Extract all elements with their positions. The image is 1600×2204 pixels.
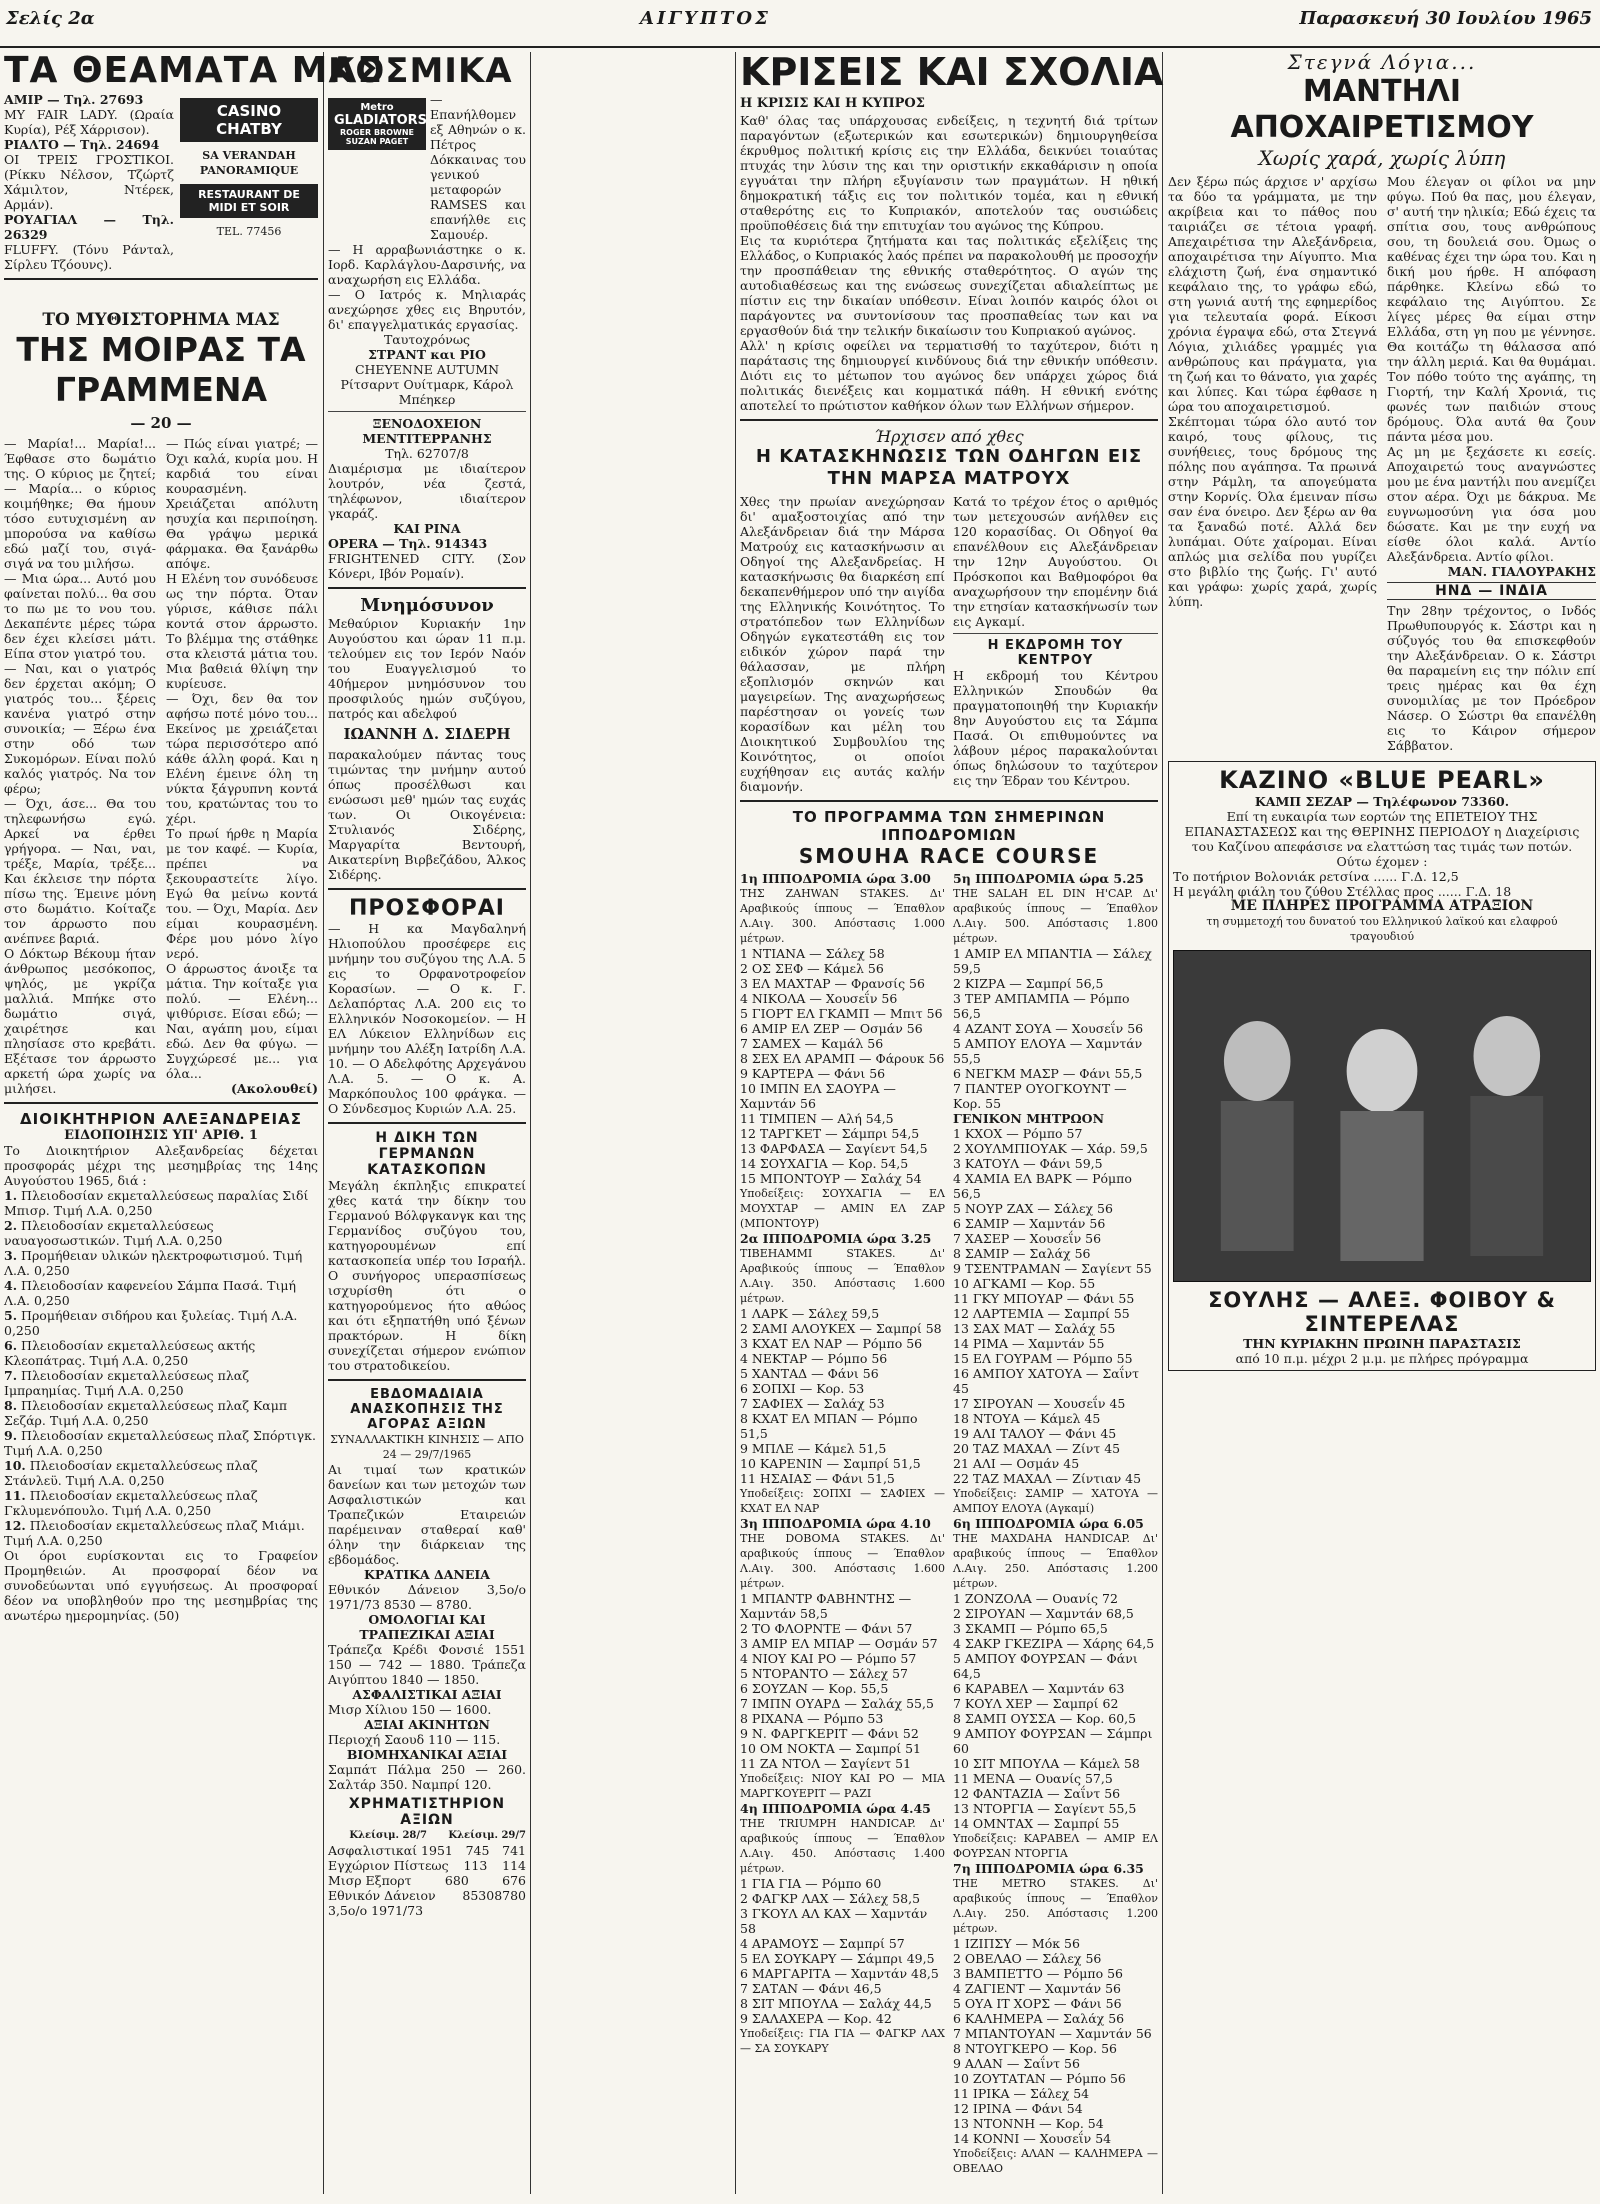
donations: ΠΡΟΣΦΟΡΑΙ — Η κα Μαγδαληνή Ηλιοπούλου προσέφερε εις μνήμην του συζύγου της Λ.Α. 5 εις το Ορφανοτροφείον Κορασίων. — Ο κ. Γ. Δελαπόρτας Λ.Α. 200 εις το Ελληνικόν Νοσοκομείον. — Η ΕΛ Λύκειον Ελληνίδων εις μνήμην του Αλέξη Ιατρίδη Λ.Α. 10. — Ο Αδελφότης Αρχεγάνου Λ.Α. 5. — Ο κ. Α. Μαρκόπουλος 100 φράγκα. — Ο Σύνδεσμος Κυριών Λ.Α. 25. [328, 896, 526, 1116]
cinema-listing: Ταυτοχρόνως ΣΤΡΑΝΤ και ΡΙΟ CHEYENNE AUTUMN Ρίτσαρντ Ουίτμαρκ, Κάρολ Μπέηκερ [340, 332, 514, 407]
article-title: ΜΑΝΤΗΛΙ ΑΠΟΧΑΙΡΕΤΙΣΜΟΥ [1230, 74, 1534, 145]
performers-silhouettes [1174, 951, 1590, 1281]
column-rule [323, 52, 324, 2194]
signature: ΜΑΝ. ΓΙΑΛΟΥΡΑΚΗΣ [1447, 564, 1596, 579]
column-rule [1162, 52, 1163, 2194]
notice-items: 1. Πλειοδοσίαν εκμεταλλεύσεως παραλίας Σιδί Μπισρ. Τιμή Λ.Α. 0,250 2. Πλειοδοσίαν εκμεταλλεύσεως ναυαγοσωστικών. Τιμή Λ.Α. 0,250 3. Προμήθειαν υλικών ηλεκτροφωτισμού. Τιμή Λ.Α. 0,250 4. Πλειοδοσίαν καφενείου Σάμπα Πασά. Τιμή Λ.Α. 0,250 5. Προμήθειαν σιδήρου και ξυλείας. Τιμή Λ.Α. 0,250 6. Πλειοδοσίαν εκμεταλλεύσεως ακτής Κλεοπάτρας. Τιμή Λ.Α. 0,250 7. Πλειοδοσίαν εκμεταλλεύσεως πλαζ Ιμπραημίας. Τιμή Λ.Α. 0,250 8. Πλειοδοσίαν εκμεταλλεύσεως πλαζ Καμπ Σεζάρ. Τιμή Λ.Α. 0,250 9. Πλειοδοσίαν εκμεταλλεύσεως πλαζ Σπόρτιγκ. Τιμή Λ.Α. 0,250 10. Πλειοδοσίαν εκμεταλλεύσεως πλαζ Στάνλεϋ. Τιμή Λ.Α. 0,250 11. Πλειοδοσίαν εκμεταλλεύσεως πλαζ Γκλυμενόπουλο. Τιμή Λ.Α. 0,250 12. Πλειοδοσίαν εκμεταλλεύσεως πλαζ Μιάμι. Τιμή Λ.Α. 0,250 [4, 1188, 316, 1548]
race: 6η ΙΠΠΟΔΡΟΜΙΑ ώρα 6.05 THE MAXDAHA HANDICAP. Δι' αραβικούς ίππους — Έπαθλον Λ.Αιγ. 250. Απόστασις 1.200 μέτρων. 1 ΖΟΝΖΟΛΑ — Ουανίς 72 2 ΣΙΡΟΥΑΝ — Χαμντάν 68,5 3 ΣΚΑΜΠ — Ρόμπο 65,5 4 ΣΑΚΡ ΓΚΕΖΙΡΑ — Χάρης 64,5 5 ΑΜΠΟΥ ΦΟΥΡΣΑΝ — Φάνι 64,5 6 ΚΑΡΑΒΕΛ — Χαμντάν 63 7 ΚΟΥΛ ΧΕΡ — Σαμπρί 62 8 ΣΑΜΠ ΟΥΣΣΑ — Κορ. 60,5 9 ΑΜΠΟΥ ΦΟΥΡΣΑΝ — Σάμπρι 60 10 ΣΙΤ ΜΠΟΥΛΑ — Κάμελ 58 11 ΜΕΝΑ — Ουανίς 57,5 12 ΦΑΝΤΑΖΙΑ — Σαΐντ 56 13 ΝΤΟΡΓΙΑ — Σαγίεντ 55,5 14 ΟΜΝΤΑΧ — Σαμπρί 55 Υποδείξεις: ΚΑΡΑΒΕΛ — ΑΜΙΡ ΕΛ ΦΟΥΡΣΑΝ ΝΤΟΡΓΙΑ [953, 1516, 1158, 1860]
race-list-right [953, 871, 1158, 2176]
column-comment [740, 50, 1164, 2196]
spy-trial-article: Η ΔΙΚΗ ΤΩΝ ΓΕΡΜΑΝΩΝ ΚΑΤΑΣΚΟΠΩΝ Μεγάλη έκπληξις επικρατεί χθες κατά την δίκην του Γερμανού Βόλφγκανγκ και της Γερμανίδος συζύγου του, κατηγορουμένων επί κατασκοπεία υπέρ του Ισραήλ. Ο συνήγορος υπερασπίσεως ισχυρίσθη ότι ο κατηγορούμενος ήτο αθώος και ότι εξηπατήθη υπό ξένων πρακτόρων. Η δίκη συνεχίζεται σήμερον ενώπιον του στρατοδικείου. [328, 1130, 526, 1373]
cinema-listing: ΑΜΙΡ — Τηλ. 27693 MY FAIR LADY. (Ωραία Κυρία), Ρέξ Χάρρισον). [4, 92, 174, 137]
table-row: Εγχώριον Πίστεως 113 114 [328, 1858, 526, 1873]
novel-body: — Μαρία!... Μαρία!... Έφθασε στο δωμάτιο της. Ο κύριος με ζητεί; — Μαρία... ο κύριος κοιμήθηκε; Θα ήμουν τόσο ευτυχισμένη αν μπορούσα να καθίσω εδώ μαζί του, σιγά-σιγά να του μιλήσω. — Μια ώρα... Αυτό μου φαίνεται πολύ... θα σου το πω με το νου του. Δεκαπέντε μέρες τώρα δεν έχει κλείσει μάτι. Είπα στον γιατρό του. — Ναι, και ο γιατρός δεν έρχεται ακόμη; Ο γιατρός του... ξέρεις κανένα γιατρό στην συνοικία; — Ξέρω ένα στην οδό των Συκομόρων. Είναι πολύ καλός γιατρός. Να τον φέρω; — Όχι, άσε... Θα του τηλεφωνήσω εγώ. Αρκεί να έρθει γρήγορα. — Ναι, ναι, τρέξε, Μαρία, τρέξε... Και έκλεισε την πόρτα πίσω της. Έμεινε μόνη στο δωμάτιο. Κοίταζε τον άρρωστο που ανέπνεε βαριά. Ο Δόκτωρ Βέκουμ ήταν άνθρωπος μεσόκοπος, ψηλός, με γκρίζα μαλλιά. Μπήκε στο δωμάτιο σιγά, χαιρέτησε και πλησίασε στο κρεβάτι. Εξέτασε τον άρρωστο αρκετή ώρα χωρίς να μιλήσει. — Πώς είναι γιατρέ; — Όχι καλά, κυρία μου. Η καρδιά του είναι κουρασμένη. Χρειάζεται απόλυτη ησυχία και περιποίηση. Θα γράψω μερικά φάρμακα. Θα ξανάρθω απόψε. Η Ελένη τον συνόδευσε ως την πόρτα. Όταν γύρισε, κάθισε πάλι κοντά στον άρρωστο. Το βλέμμα της στάθηκε στα κλειστά μάτια του. Μια βαθειά θλίψη την κυρίευσε. — Όχι, δεν θα τον αφήσω ποτέ μόνο του... Εκείνος με χρειάζεται τώρα περισσότερο από κάθε άλλη φορά. Και η Ελένη έμεινε όλη τη νύκτα ξάγρυπνη κοντά του, κρατώντας του το χέρι. Το πρωί ήρθε η Μαρία με τον καφέ. — Κυρία, πρέπει να ξεκουραστείτε λίγο. Εγώ θα μείνω κοντά του. — Όχι, Μαρία. Δεν είμαι κουρασμένη. Φέρε μου μόνο λίγο νερό. Ο άρρωστος άνοιξε τα μάτια. Την κοίταξε για πολύ. — Ελένη... ψιθύρισε. Είσαι εδώ; — Ναι, αγάπη μου, είμαι εδώ. Δεν θα φύγω. — Συγχώρεσέ με... για όλα... (Ακολουθεί) [4, 436, 318, 1096]
blue-pearl-ad: ΚΑΖΙΝΟ «BLUE PEARL» ΚΑΜΠ ΣΕΖΑΡ — Τηλέφωνον 73360. Επί τη ευκαιρία των εορτών της ΕΠΕΤΕΙΟΥ ΤΗΣ ΕΠΑΝΑΣΤΑΣΕΩΣ και της ΘΕΡΙΝΗΣ ΠΕΡΙΟΔΟΥ η Διαχείρισις του Καζίνου απεφάσισε να ελαττώση τας τιμάς των ποτών. Ούτω έχομεν : Το ποτήριον Βολονιάκ ρετσίνα ...... Γ.Δ. 12,5 Η μεγάλη φιάλη του ζύθου Στέλλας προς ...... Γ.Δ. 18 ΜΕ ΠΛΗΡΕΣ ΠΡΟΓΡΑΜΜΑ ΑΤΡΑΞΙΟΝ τη συμμετοχή του δυνατού του Ελληνικού λαϊκού και ελαφρού τραγουδιού ΣΟΥΛΗΣ — ΑΛΕΞ. ΦΟΙΒΟΥ & ΣΙΝΤΕΡΕΛΑΣ ΤΗΝ ΚΥΡΙΑΚΗΝ ΠΡΩΙΝΗ ΠΑΡΑΣΤΑΣΙΣ από 10 π.μ. μέχρι 2 μ.μ. με πλήρες πρόγραμμα [1168, 761, 1596, 1371]
column-rule [530, 52, 531, 2194]
article-body: Καθ' όλας τας υπάρχουσας ενδείξεις, η τεχνητή διά τρίτων παραγόντων (εξωτερικών και εσωτερικών) δημιουργηθείσα έκρυθμος πολιτική κρίσις εις την Ελλάδα, δεικνύει τοιαύτας πτυχάς την λύσιν της και την οριστικήν εκκαθάρισιν η οποία εγγυάται την πλήρη εξυγίανσιν των πραγμάτων. Η ηθική δημοκρατική τάξις εις τον πολιτικόν τομέα, και η εθνική σταθερότης εις το Κυπριακόν, αποτελούν τας ουσιώδεις προϋποθέσεις διά την επιτυχίαν του αγώνος της Κύπρου. [740, 113, 1158, 233]
novel-number: — 20 — [130, 414, 192, 432]
masthead [0, 0, 1600, 48]
table-row: Ασφαλιστικαί 1951 745 741 [328, 1843, 526, 1858]
cinema-listing: OPERA — Τηλ. 914343 FRIGHTENED CITY. (Σον Κόνερι, Ιβόν Ρομαίν). [328, 536, 526, 581]
scouts-article: Ήρχισεν από χθες Η ΚΑΤΑΣΚΗΝΩΣΙΣ ΤΩΝ ΟΔΗΓΩΝ ΕΙΣ ΤΗΝ ΜΑΡΣΑ ΜΑΤΡΟΥΧ Χθες την πρωίαν ανεχώρησαν δι' αμαξοστοιχίας από την Αλεξάνδρειαν διά την Μάρσα Ματρούχ εις κατασκήνωσιν αι Οδηγοί της Αλεξανδρείας. Η κατασκήνωσις θα διαρκέση επί δεκαπενθήμερον υπό την αιγίδα της Ελληνικής Κοινότητος. Το στρατόπεδον των Ελληνίδων Οδηγών εγκατεστάθη εις τον ειδικόν χώρον παρά την θάλασσαν, με πλήρη εξοπλισμόν σκηνών και μαγειρείων. Της αναχωρήσεως παρέστησαν οι γονείς των κορασίδων και μέλη του Διοικητικού Συμβουλίου της Κοινότητος, οι οποίοι ευχήθησαν εις αυτάς καλήν διαμονήν. Κατά το τρέχον έτος ο αριθμός των μετεχουσών ανήλθεν εις 120 κορασίδας. Οι Οδηγοί θα επανέλθουν εις Αλεξάνδρειαν την 12ην Αυγούστου. Οι Πρόσκοποι και Βαθμοφόροι θα αναχωρήσουν την επομένην διά την ετησίαν κατασκήνωσίν των εις Αγκαμί. Η ΕΚΔΡΟΜΗ ΤΟΥ ΚΕΝΤΡΟΥ Η εκδρομή του Κέντρου Ελληνικών Σπουδών θα πραγματοποιηθή την Κυριακήν 8ην Αυγούστου εις τα Σάμπα Πασά. Οι επιθυμούντες να λάβουν μέρος παρακαλούνται όπως δηλώσουν το ταχύτερον εις την Έδραν του Κέντρου. [740, 427, 1158, 794]
column-kosmika [328, 50, 526, 2196]
section-heading: ΚΟΣΜΙΚΑ [328, 51, 513, 91]
farewell-article: Δεν ξέρω πώς άρχισε ν' αρχίσω τα δύο τα γράμματα, με την ακρίβεια και το πάθος που ταιριάζει σε τέτοια γραφή. Απεχαιρέτισα την Αλεξάνδρεια, αποχαιρέτισα την Αίγυπτο. Μια ελάχιστη ζωή, ένα σημαντικό κεφάλαιο της, το γράφω εδώ, στη γωνιά αυτή της εφημερίδος για τελευταία φορά. Είκοσι χρόνια έγραψα εδώ, στα Στεγνά Λόγια, χιλιάδες γραμμές για ανθρώπους και πράγματα, για τη ζωή και το θάνατο, για χαρές και λύπες. Και τώρα έφθασε η ώρα του αποχαιρετισμού. Σκέπτομαι τώρα όλο αυτό τον καιρό, τους φίλους, τις συνήθειες, τους δρόμους της πόλης που αγάπησα. Τα πρωινά στην Ράμλη, τα απογεύματα στην Κορνίς. Όλα έμειναν πίσω σαν ένα όνειρο. Δεν ξέρω αν θα τα ξαναδώ ποτέ. Αλλά δεν λυπάμαι. Ούτε χαίρομαι. Είναι απλώς μια σελίδα που γυρίζει στο βιβλίο της ζωής. Γι' αυτό και γράφω: χωρίς χαρά, χωρίς λύπη. Μου έλεγαν οι φίλοι να μην φύγω. Πού θα πας, μου έλεγαν, σ' αυτή την ηλικία; Εδώ έχεις τα σπίτια σου, τους ανθρώπους σου, τη δουλειά σου. Όμως ο καθένας έχει την ώρα του. Και η δική μου ήρθε. Η απόφαση πάρθηκε. Κλείνω εδώ το κεφάλαιο της Αιγύπτου. Σε λίγες μέρες θα είμαι στην Ελλάδα, στη γη που με γέννησε. Θα κοιτάζω τη θάλασσα από την άλλη μεριά. Και θα θυμάμαι. Τον πόθο τούτο της αγάπης, τη Γιορτή, την Καλή Χρονιά, τις φωνές των παιδιών στους δρόμους. Όλα αυτά θα ζουν πάντα μέσα μου. Ας μη με ξεχάσετε κι εσείς. Αποχαιρετώ τους αναγνώστες μου με ένα μαντήλι που ανεμίζει στον αέρα. Όχι με δάκρυα. Με ευγνωμοσύνη για όσα μου δώσατε. Και με την ευχή να είσθε όλοι καλά. Αντίο Αλεξάνδρεια. Αντίο φίλοι. ΜΑΝ. ΓΙΑΛΟΥΡΑΚΗΣ ΗΝΔ — ΙΝΔΙΑ Την 28ην τρέχοντος, ο Ινδός Πρωθυπουργός κ. Σάστρι και η σύζυγός του θα επισκεφθούν την Αλεξάνδρειαν. Ο κ. Σάστρι θα παραμείνη εις την πόλιν επί τρεις ημέρας και θα έχη συνομιλίας με τον Πρόεδρον Νάσερ. Ο Σώστρι θα επανέλθη εις το Κάιρον σήμερον Σάββατον. [1168, 174, 1596, 753]
social-note: — Επανήλθομεν εξ Αθηνών ο κ. Πέτρος Δόκκαινας του γενικού μεταφορών RAMSES και επανήλθε εις Σαμουέρ. [430, 92, 526, 242]
race-programme: ΤΟ ΠΡΟΓΡΑΜΜΑ ΤΩΝ ΣΗΜΕΡΙΝΩΝ ΙΠΠΟΔΡΟΜΙΩΝ SMOUHA RACE COURSE 1η ΙΠΠΟΔΡΟΜΙΑ ώρα 3.00 ΤΗΣ ZAHWAN STAKES. Δι' Αραβικούς ίππους — Έπαθλον Λ.Αιγ. 300. Απόστασις 1.000 μέτρων. 1 ΝΤΙΑΝΑ — Σάλεχ 58 2 ΟΣ ΣΕΦ — Κάμελ 56 3 ΕΛ ΜΑΧΤΑΡ — Φρανσίς 56 4 ΝΙΚΟΛΑ — Χουσεΐν 56 5 ΓΙΟΡΤ ΕΛ ΓΚΑΜΠ — Μπιτ 56 6 ΑΜΙΡ ΕΛ ΖΕΡ — Οσμάν 56 7 ΣΑΜΕΧ — Καμάλ 56 8 ΣΕΧ ΕΛ ΑΡΑΜΠ — Φάρουκ 56 9 ΚΑΡΤΕΡΑ — Φάνι 56 10 ΙΜΠΝ ΕΛ ΣΑΟΥΡΑ — Χαμντάν 56 11 ΤΙΜΠΕΝ — Αλή 54,5 12 ΤΑΡΓΚΕΤ — Σάμπρι 54,5 13 ΦΑΡΦΑΣΑ — Σαγίεντ 54,5 14 ΣΟΥΧΑΓΙΑ — Κορ. 54,5 15 ΜΠΟΝΤΟΥΡ — Σαλάχ 54 Υποδείξεις: ΣΟΥΧΑΓΙΑ — ΕΛ ΜΟΥΧΤΑΡ — ΑΜΙΝ ΕΛ ΖΑΡ (ΜΠΟΝΤΟΥΡ) 2α ΙΠΠΟΔΡΟΜΙΑ ώρα 3.25 TIBEHAMMI STAKES. Δι' Αραβικούς ίππους — Έπαθλον Λ.Αιγ. 350. Απόστασις 1.600 μέτρων. 1 ΛΑΡΚ — Σάλεχ 59,5 2 ΣΑΜΙ ΑΛΟΥΚΕΧ — Σαμπρί 58 3 ΚΧΑΤ ΕΛ ΝΑΡ — Ρόμπο 56 4 ΝΕΚΤΑΡ — Ρόμπο 56 5 ΧΑΝΤΑΔ — Φάνι 56 6 ΣΟΠΧΙ — Κορ. 53 7 ΣΑΦΙΕΧ — Σαλάχ 53 8 ΚΧΑΤ ΕΛ ΜΠΑΝ — Ρόμπο 51,5 9 ΜΠΛΕ — Κάμελ 51,5 10 ΚΑΡΕΝΙΝ — Σαμπρί 51,5 11 ΗΣΑΙΑΣ — Φάνι 51,5 Υποδείξεις: ΣΟΠΧΙ — ΣΑΦΙΕΧ — ΚΧΑΤ ΕΛ ΝΑΡ 3η ΙΠΠΟΔΡΟΜΙΑ ώρα 4.10 THE DOBOMA STAKES. Δι' αραβικούς ίππους — Έπαθλον Λ.Αιγ. 300. Απόστασις 1.600 μέτρων. 1 ΜΠΑΝΤΡ ΦΑΒΗΝΤΗΣ — Χαμντάν 58,5 2 ΤΟ ΦΛΟΡΝΤΕ — Φάνι 57 3 ΑΜΙΡ ΕΛ ΜΠΑΡ — Οσμάν 57 4 ΝΙΟΥ ΚΑΙ ΡΟ — Ρόμπο 57 5 ΝΤΟΡΑΝΤΟ — Σάλεχ 57 6 ΣΟΥΖΑΝ — Κορ. 55,5 7 ΙΜΠΝ ΟΥΑΡΔ — Σαλάχ 55,5 8 ΡΙΧΑΝΑ — Ρόμπο 53 9 Ν. ΦΑΡΓΚΕΡΙΤ — Φάνι 52 10 ΟΜ ΝΟΚΤΑ — Σαμπρί 51 11 ΖΑ ΝΤΟΛ — Σαγίεντ 51 Υποδείξεις: ΝΙΟΥ ΚΑΙ ΡΟ — ΜΙΑ ΜΑΡΓΚΟΥΕΡΙΤ — ΡΑΖΙ 4η ΙΠΠΟΔΡΟΜΙΑ ώρα 4.45 THE TRIUMPH HANDICAP. Δι' αραβικούς ίππους — Έπαθλον Λ.Αιγ. 450. Απόστασις 1.400 μέτρων. 1 ΓΙΑ ΓΙΑ — Ρόμπο 60 2 ΦΑΓΚΡ ΛΑΧ — Σάλεχ 58,5 3 ΓΚΟΥΛ ΑΛ ΚΑΧ — Χαμντάν 58 4 ΑΡΑΜΟΥΣ — Σαμπρί 57 5 ΕΛ ΣΟΥΚΑΡΥ — Σάμπρι 49,5 6 ΜΑΡΓΑΡΙΤΑ — Χαμντάν 48,5 7 ΣΑΤΑΝ — Φάνι 46,5 8 ΣΙΤ ΜΠΟΥΛΑ — Σαλάχ 44,5 9 ΣΑΛΑΧΕΡΑ — Κορ. 42 Υποδείξεις: ΓΙΑ ΓΙΑ — ΦΑΓΚΡ ΛΑΧ — ΣΑ ΣΟΥΚΑΡΥ 5η ΙΠΠΟΔΡΟΜΙΑ ώρα 5.25 THE SALAH EL DIN H'CAP. Δι' αραβικούς ίππους — Έπαθλον Λ.Αιγ. 500. Απόστασις 1.800 μέτρων. 1 ΑΜΙΡ ΕΛ ΜΠΑΝΤΙΑ — Σάλεχ 59,5 2 ΚΙΖΡΑ — Σαμπρί 56,5 3 ΤΕΡ ΑΜΠΑΜΠΑ — Ρόμπο 56,5 4 ΑΖΑΝΤ ΣΟΥΑ — Χουσεΐν 56 5 ΑΜΠΟΥ ΕΛΟΥΑ — Χαμντάν 55,5 6 ΝΕΓΚΜ ΜΑΣΡ — Φάνι 55,5 7 ΠΑΝΤΕΡ ΟΥΟΓΚΟΥΝΤ — Κορ. 55 ΓΕΝΙΚΟΝ ΜΗΤΡΩΟΝ 1 ΚΧΟΧ — Ρόμπο 57 2 ΧΟΥΛΜΠΙΟΥΑΚ — Χάρ. 59,5 3 ΚΑΤΟΥΛ — Φάνι 59,5 4 ΧΑΜΙΑ ΕΛ ΒΑΡΚ — Ρόμπο 56,5 5 ΝΟΥΡ ΖΑΧ — Σάλεχ 56 6 ΣΑΜΙΡ — Χαμντάν 56 7 ΧΑΣΕΡ — Χουσεΐν 56 8 ΣΑΜΙΡ — Σαλάχ 56 9 ΤΣΕΝΤΡΑΜΑΝ — Σαγίεντ 55 10 ΑΓΚΑΜΙ — Κορ. 55 11 ΓΚΥ ΜΠΟΥΑΡ — Φάνι 55 12 ΛΑΡΤΕΜΙΑ — Σαμπρί 55 13 ΣΑΧ ΜΑΤ — Σαλάχ 55 14 ΡΙΜΑ — Χαμντάν 55 15 ΕΛ ΓΟΥΡΑΜ — Ρόμπο 55 16 ΑΜΠΟΥ ΧΑΤΟΥΑ — Σαΐντ 45 17 ΣΙΡΟΥΑΝ — Χουσεΐν 45 18 ΝΤΟΥΑ — Κάμελ 45 19 ΑΛΙ ΤΑΛΟΥ — Φάνι 45 20 ΤΑΖ ΜΑΧΑΛ — Ζίντ 45 21 ΑΛΙ — Οσμάν 45 22 ΤΑΖ ΜΑΧΑΛ — Ζίντιαν 45 Υποδείξεις: ΣΑΜΙΡ — ΧΑΤΟΥΑ — ΑΜΠΟΥ ΕΛΟΥΑ (Αγκαμί) 6η ΙΠΠΟΔΡΟΜΙΑ ώρα 6.05 THE MAXDAHA HANDICAP. Δι' αραβικούς ίππους — Έπαθλον Λ.Αιγ. 250. Απόστασις 1.200 μέτρων. 1 ΖΟΝΖΟΛΑ — Ουανίς 72 2 ΣΙΡΟΥΑΝ — Χαμντάν 68,5 3 ΣΚΑΜΠ — Ρόμπο 65,5 4 ΣΑΚΡ ΓΚΕΖΙΡΑ — Χάρης 64,5 5 ΑΜΠΟΥ ΦΟΥΡΣΑΝ — Φάνι 64,5 6 ΚΑΡΑΒΕΛ — Χαμντάν 63 7 ΚΟΥΛ ΧΕΡ — Σαμπρί 62 8 ΣΑΜΠ ΟΥΣΣΑ — Κορ. 60,5 9 ΑΜΠΟΥ ΦΟΥΡΣΑΝ — Σάμπρι 60 10 ΣΙΤ ΜΠΟΥΛΑ — Κάμελ 58 11 ΜΕΝΑ — Ουανίς 57,5 12 ΦΑΝΤΑΖΙΑ — Σαΐντ 56 13 ΝΤΟΡΓΙΑ — Σαγίεντ 55,5 14 ΟΜΝΤΑΧ — Σαμπρί 55 Υποδείξεις: ΚΑΡΑΒΕΛ — ΑΜΙΡ ΕΛ ΦΟΥΡΣΑΝ ΝΤΟΡΓΙΑ 7η ΙΠΠΟΔΡΟΜΙΑ ώρα 6.35 THE METRO STAKES. Δι' αραβικούς ίππους — Έπαθλον Λ.Αιγ. 250. Απόστασις 1.200 μέτρων. 1 ΙΖΙΠΣΥ — Μόκ 56 2 ΟΒΕΛΑΟ — Σάλεχ 56 3 ΒΑΜΠΕΤΤΟ — Ρόμπο 56 4 ΖΑΓΙΕΝΤ — Χαμντάν 56 5 ΟΥΑ ΙΤ ΧΟΡΣ — Φάνι 56 6 ΚΑΛΗΜΕΡΑ — Σαλάχ 56 7 ΜΠΑΝΤΟΥΑΝ — Χαμντάν 56 8 ΝΤΟΥΓΚΕΡΟ — Κορ. 56 9 ΑΛΑΝ — Σαΐντ 56 10 ΖΟΥΤΑΤΑΝ — Ρόμπο 56 11 ΙΡΙΚΑ — Σάλεχ 54 12 ΙΡΙΝΑ — Φάνι 54 13 ΝΤΟΝΝΗ — Κορ. 54 14 ΚΟΝΝΙ — Χουσεΐν 54 Υποδείξεις: ΑΛΑΝ — ΚΑΛΗΜΕΡΑ — ΟΒΕΛΑΟ [740, 808, 1158, 2175]
race: 1η ΙΠΠΟΔΡΟΜΙΑ ώρα 3.00 ΤΗΣ ZAHWAN STAKES. Δι' Αραβικούς ίππους — Έπαθλον Λ.Αιγ. 300. Απόστασις 1.000 μέτρων. 1 ΝΤΙΑΝΑ — Σάλεχ 58 2 ΟΣ ΣΕΦ — Κάμελ 56 3 ΕΛ ΜΑΧΤΑΡ — Φρανσίς 56 4 ΝΙΚΟΛΑ — Χουσεΐν 56 5 ΓΙΟΡΤ ΕΛ ΓΚΑΜΠ — Μπιτ 56 6 ΑΜΙΡ ΕΛ ΖΕΡ — Οσμάν 56 7 ΣΑΜΕΧ — Καμάλ 56 8 ΣΕΧ ΕΛ ΑΡΑΜΠ — Φάρουκ 56 9 ΚΑΡΤΕΡΑ — Φάνι 56 10 ΙΜΠΝ ΕΛ ΣΑΟΥΡΑ — Χαμντάν 56 11 ΤΙΜΠΕΝ — Αλή 54,5 12 ΤΑΡΓΚΕΤ — Σάμπρι 54,5 13 ΦΑΡΦΑΣΑ — Σαγίεντ 54,5 14 ΣΟΥΧΑΓΙΑ — Κορ. 54,5 15 ΜΠΟΝΤΟΥΡ — Σαλάχ 54 Υποδείξεις: ΣΟΥΧΑΓΙΑ — ΕΛ ΜΟΥΧΤΑΡ — ΑΜΙΝ ΕΛ ΖΑΡ (ΜΠΟΝΤΟΥΡ) [740, 871, 945, 1230]
race: 5η ΙΠΠΟΔΡΟΜΙΑ ώρα 5.25 THE SALAH EL DIN H'CAP. Δι' αραβικούς ίππους — Έπαθλον Λ.Αιγ. 500. Απόστασις 1.800 μέτρων. 1 ΑΜΙΡ ΕΛ ΜΠΑΝΤΙΑ — Σάλεχ 59,5 2 ΚΙΖΡΑ — Σαμπρί 56,5 3 ΤΕΡ ΑΜΠΑΜΠΑ — Ρόμπο 56,5 4 ΑΖΑΝΤ ΣΟΥΑ — Χουσεΐν 56 5 ΑΜΠΟΥ ΕΛΟΥΑ — Χαμντάν 55,5 6 ΝΕΓΚΜ ΜΑΣΡ — Φάνι 55,5 7 ΠΑΝΤΕΡ ΟΥΟΓΚΟΥΝΤ — Κορ. 55 [953, 871, 1158, 1111]
column-kicker: Στεγνά Λόγια... [1287, 50, 1477, 74]
article-body: Αλλ' η κρίσις οφείλει να τερματισθή το ταχύτερον, διότι η παράτασις της δημιουργεί κινδύνους διά την εθνικήν υπόθεσιν. Διότι εις το μέτωπον του αγώνος δεν υπάρχει χώρος διά πολιτικάς διενέξεις και κομματικά πάθη. Η εθνική ενότης αποτελεί το πρώτιστον καθήκον όλων των Ελλήνων σήμερον. [740, 338, 1158, 413]
race: 7η ΙΠΠΟΔΡΟΜΙΑ ώρα 6.35 THE METRO STAKES. Δι' αραβικούς ίππους — Έπαθλον Λ.Αιγ. 250. Απόστασις 1.200 μέτρων. 1 ΙΖΙΠΣΥ — Μόκ 56 2 ΟΒΕΛΑΟ — Σάλεχ 56 3 ΒΑΜΠΕΤΤΟ — Ρόμπο 56 4 ΖΑΓΙΕΝΤ — Χαμντάν 56 5 ΟΥΑ ΙΤ ΧΟΡΣ — Φάνι 56 6 ΚΑΛΗΜΕΡΑ — Σαλάχ 56 7 ΜΠΑΝΤΟΥΑΝ — Χαμντάν 56 8 ΝΤΟΥΓΚΕΡΟ — Κορ. 56 9 ΑΛΑΝ — Σαΐντ 56 10 ΖΟΥΤΑΤΑΝ — Ρόμπο 56 11 ΙΡΙΚΑ — Σάλεχ 54 12 ΙΡΙΝΑ — Φάνι 54 13 ΝΤΟΝΝΗ — Κορ. 54 14 ΚΟΝΝΙ — Χουσεΐν 54 Υποδείξεις: ΑΛΑΝ — ΚΑΛΗΜΕΡΑ — ΟΒΕΛΑΟ [953, 1861, 1158, 2175]
article-subheading: Η ΚΡΙΣΙΣ ΚΑΙ Η ΚΥΠΡΟΣ [740, 96, 925, 111]
issue-date: Παρασκευή 30 Ιουλίου 1965 [1299, 8, 1592, 29]
column-rule [735, 52, 736, 2194]
column-dry-words [1168, 50, 1596, 2196]
social-note: — Ο Ιατρός κ. Μηλιαράς ανεχώρησε χθες εις Βηρυτόν, δι' επαγγελματικάς εργασίας. [328, 287, 526, 332]
section-heading: ΤΑ ΘΕΑΜΑΤΑ ΜΑΣ [4, 50, 383, 91]
race: 2α ΙΠΠΟΔΡΟΜΙΑ ώρα 3.25 TIBEHAMMI STAKES. Δι' Αραβικούς ίππους — Έπαθλον Λ.Αιγ. 350. Απόστασις 1.600 μέτρων. 1 ΛΑΡΚ — Σάλεχ 59,5 2 ΣΑΜΙ ΑΛΟΥΚΕΧ — Σαμπρί 58 3 ΚΧΑΤ ΕΛ ΝΑΡ — Ρόμπο 56 4 ΝΕΚΤΑΡ — Ρόμπο 56 5 ΧΑΝΤΑΔ — Φάνι 56 6 ΣΟΠΧΙ — Κορ. 53 7 ΣΑΦΙΕΧ — Σαλάχ 53 8 ΚΧΑΤ ΕΛ ΜΠΑΝ — Ρόμπο 51,5 9 ΜΠΛΕ — Κάμελ 51,5 10 ΚΑΡΕΝΙΝ — Σαμπρί 51,5 11 ΗΣΑΙΑΣ — Φάνι 51,5 Υποδείξεις: ΣΟΠΧΙ — ΣΑΦΙΕΧ — ΚΧΑΤ ΕΛ ΝΑΡ [740, 1231, 945, 1515]
race: 3η ΙΠΠΟΔΡΟΜΙΑ ώρα 4.10 THE DOBOMA STAKES. Δι' αραβικούς ίππους — Έπαθλον Λ.Αιγ. 300. Απόστασις 1.600 μέτρων. 1 ΜΠΑΝΤΡ ΦΑΒΗΝΤΗΣ — Χαμντάν 58,5 2 ΤΟ ΦΛΟΡΝΤΕ — Φάνι 57 3 ΑΜΙΡ ΕΛ ΜΠΑΡ — Οσμάν 57 4 ΝΙΟΥ ΚΑΙ ΡΟ — Ρόμπο 57 5 ΝΤΟΡΑΝΤΟ — Σάλεχ 57 6 ΣΟΥΖΑΝ — Κορ. 55,5 7 ΙΜΠΝ ΟΥΑΡΔ — Σαλάχ 55,5 8 ΡΙΧΑΝΑ — Ρόμπο 53 9 Ν. ΦΑΡΓΚΕΡΙΤ — Φάνι 52 10 ΟΜ ΝΟΚΤΑ — Σαμπρί 51 11 ΖΑ ΝΤΟΛ — Σαγίεντ 51 Υποδείξεις: ΝΙΟΥ ΚΑΙ ΡΟ — ΜΙΑ ΜΑΡΓΚΟΥΕΡΙΤ — ΡΑΖΙ [740, 1516, 945, 1800]
novel-title: ΤΗΣ ΜΟΙΡΑΣ ΤΑ ΓΡΑΜΜΕΝΑ [16, 330, 306, 409]
hotel-ad: ΞΕΝΟΔΟΧΕΙΟΝ ΜΕΝΤΙΤΕΡΡΑΝΗΣ Τηλ. 62707/8 Διαμέρισμα με ιδιαίτερον λουτρόν, νέα ζεστά, τηλέφωνον, ιδιαίτερον γκαράζ. ΚΑΙ ΡΙΝΑ [328, 416, 526, 536]
table-row: Εθνικόν Δάνειον 3,5ο/ο 1971/73 8530 8780 [328, 1888, 526, 1918]
memorial-notice: Μνημόσυνον Μεθαύριον Κυριακήν 1ην Αυγούστου και ώραν 11 π.μ. τελούμεν εις τον Ιερόν Ναόν του Ευαγγελισμού το 40ήμερον μνημόσυνον του προσφιλούς ημών συζύγου, πατρός και αδελφού ΙΩΑΝΝΗ Δ. ΣΙΔΕΡΗ παρακαλούμεν πάντας τους τιμώντας την μνήμην αυτού όπως προσέλθωσι και ενώσωσι μεθ' ημών τας ευχάς των. Οι Οικογένεια: Στυλιανός Σιδέρης, Μαργαρίτα Βεντουρή, Αικατερίνη Βιρβεζάδου, Άλκος Σιδέρης. [328, 595, 526, 882]
cinema-listing: ΡΙΑΛΤΟ — Τηλ. 24694 ΟΙ ΤΡΕΙΣ ΓΡΟΣΤΙΚΟΙ. (Ρίκκυ Νέλσον, Τζώρτζ Χάμιλτον, Ντέρεκ, Αρμάν). [4, 137, 174, 212]
performers-names: ΣΟΥΛΗΣ — ΑΛΕΞ. ΦΟΙΒΟΥ & ΣΙΝΤΕΡΕΛΑΣ [1208, 1288, 1556, 1336]
race-list-left [740, 871, 945, 2176]
race: 4η ΙΠΠΟΔΡΟΜΙΑ ώρα 4.45 THE TRIUMPH HANDICAP. Δι' αραβικούς ίππους — Έπαθλον Λ.Αιγ. 450. Απόστασις 1.400 μέτρων. 1 ΓΙΑ ΓΙΑ — Ρόμπο 60 2 ΦΑΓΚΡ ΛΑΧ — Σάλεχ 58,5 3 ΓΚΟΥΛ ΑΛ ΚΑΧ — Χαμντάν 58 4 ΑΡΑΜΟΥΣ — Σαμπρί 57 5 ΕΛ ΣΟΥΚΑΡΥ — Σάμπρι 49,5 6 ΜΑΡΓΑΡΙΤΑ — Χαμντάν 48,5 7 ΣΑΤΑΝ — Φάνι 46,5 8 ΣΙΤ ΜΠΟΥΛΑ — Σαλάχ 44,5 9 ΣΑΛΑΧΕΡΑ — Κορ. 42 Υποδείξεις: ΓΙΑ ΓΙΑ — ΦΑΓΚΡ ΛΑΧ — ΣΑ ΣΟΥΚΑΡΥ [740, 1801, 945, 2055]
page-number: Σελίς 2α [6, 8, 95, 29]
novel-kicker: ΤΟ ΜΥΘΙΣΤΟΡΗΜΑ ΜΑΣ [42, 310, 280, 330]
table-row: Μισρ Εξπορτ 680 676 [328, 1873, 526, 1888]
gladiators-ad: Metro GLADIATORS ROGER BROWNE SUZAN PAGET [328, 98, 426, 150]
race: ΓΕΝΙΚΟΝ ΜΗΤΡΩΟΝ 1 ΚΧΟΧ — Ρόμπο 57 2 ΧΟΥΛΜΠΙΟΥΑΚ — Χάρ. 59,5 3 ΚΑΤΟΥΛ — Φάνι 59,5 4 ΧΑΜΙΑ ΕΛ ΒΑΡΚ — Ρόμπο 56,5 5 ΝΟΥΡ ΖΑΧ — Σάλεχ 56 6 ΣΑΜΙΡ — Χαμντάν 56 7 ΧΑΣΕΡ — Χουσεΐν 56 8 ΣΑΜΙΡ — Σαλάχ 56 9 ΤΣΕΝΤΡΑΜΑΝ — Σαγίεντ 55 10 ΑΓΚΑΜΙ — Κορ. 55 11 ΓΚΥ ΜΠΟΥΑΡ — Φάνι 55 12 ΛΑΡΤΕΜΙΑ — Σαμπρί 55 13 ΣΑΧ ΜΑΤ — Σαλάχ 55 14 ΡΙΜΑ — Χαμντάν 55 15 ΕΛ ΓΟΥΡΑΜ — Ρόμπο 55 16 ΑΜΠΟΥ ΧΑΤΟΥΑ — Σαΐντ 45 17 ΣΙΡΟΥΑΝ — Χουσεΐν 45 18 ΝΤΟΥΑ — Κάμελ 45 19 ΑΛΙ ΤΑΛΟΥ — Φάνι 45 20 ΤΑΖ ΜΑΧΑΛ — Ζίντ 45 21 ΑΛΙ — Οσμάν 45 22 ΤΑΖ ΜΑΧΑΛ — Ζίντιαν 45 Υποδείξεις: ΣΑΜΙΡ — ΧΑΤΟΥΑ — ΑΜΠΟΥ ΕΛΟΥΑ (Αγκαμί) [953, 1111, 1158, 1515]
social-note: — Η αρραβωνιάστηκε ο κ. Ιορδ. Καρλάγλου-Δαρσινής, να αναχωρήση εις Ελλάδα. [328, 242, 526, 287]
cinema-listing: ΡΟΥΑΓΙΑΛ — Τηλ. 26329 FLUFFY. (Τόνυ Ράνταλ, Σίρλευ Τζόουνς). [4, 212, 174, 272]
article-subtitle: Χωρίς χαρά, χωρίς λύπη [1258, 146, 1506, 170]
article-body: Εις τα κυριότερα ζητήματα και τας πολιτικάς εξελίξεις της Ελλάδος, ο Κυπριακός λαός πρέπει να παρακολουθή με προσοχήν την προσπάθειαν της εθνικής σταθερότητος. Ο αγών της αυτοδιαθέσεως και της ενώσεως συνεχίζεται αδιαλείπτως με πίστιν εις την δικαίαν υπόθεσιν. Είναι λοιπόν καιρός όλοι οι παράγοντες να συντονίσουν τας προσπαθείας των και να εργασθούν διά την τελικήν δικαίωσιν του Κυπριακού αγώνος. [740, 233, 1158, 338]
dioikitirion-notice: ΔΙΟΙΚΗΤΗΡΙΟΝ ΑΛΕΞΑΝΔΡΕΙΑΣ ΕΙΔΟΠΟΙΗΣΙΣ ΥΠ' ΑΡΙΘ. 1 Το Διοικητήριον Αλεξανδρείας δέχεται προσφοράς μέχρι της μεσημβρίας της 14ης Αυγούστου 1965, διά : 1. Πλειοδοσίαν εκμεταλλεύσεως παραλίας Σιδί Μπισρ. Τιμή Λ.Α. 0,250 2. Πλειοδοσίαν εκμεταλλεύσεως ναυαγοσωστικών. Τιμή Λ.Α. 0,250 3. Προμήθειαν υλικών ηλεκτροφωτισμού. Τιμή Λ.Α. 0,250 4. Πλειοδοσίαν καφενείου Σάμπα Πασά. Τιμή Λ.Α. 0,250 5. Προμήθειαν σιδήρου και ξυλείας. Τιμή Λ.Α. 0,250 6. Πλειοδοσίαν εκμεταλλεύσεως ακτής Κλεοπάτρας. Τιμή Λ.Α. 0,250 7. Πλειοδοσίαν εκμεταλλεύσεως πλαζ Ιμπραημίας. Τιμή Λ.Α. 0,250 8. Πλειοδοσίαν εκμεταλλεύσεως πλαζ Καμπ Σεζάρ. Τιμή Λ.Α. 0,250 9. Πλειοδοσίαν εκμεταλλεύσεως πλαζ Σπόρτιγκ. Τιμή Λ.Α. 0,250 10. Πλειοδοσίαν εκμεταλλεύσεως πλαζ Στάνλεϋ. Τιμή Λ.Α. 0,250 11. Πλειοδοσίαν εκμεταλλεύσεως πλαζ Γκλυμενόπουλο. Τιμή Λ.Α. 0,250 12. Πλειοδοσίαν εκμεταλλεύσεως πλαζ Μιάμι. Τιμή Λ.Α. 0,250 Οι όροι ευρίσκονται εις το Γραφείον Προμηθειών. Αι προσφοραί δέον να συνοδεύωνται υπό εγγυήσεως. Αι προσφοραί δέον να υποβληθούν προ της μεσημβρίας της ανωτέρω ημερομηνίας. (50) [4, 1110, 318, 1623]
stock-market-review: ΕΒΔΟΜΑΔΙΑΙΑ ΑΝΑΣΚΟΠΗΣΙΣ ΤΗΣ ΑΓΟΡΑΣ ΑΞΙΩΝ ΣΥΝΑΛΛΑΚΤΙΚΗ ΚΙΝΗΣΙΣ — ΑΠΟ 24 — 29/7/1965 Αι τιμαί των κρατικών δανείων και των μετοχών των Ασφαλιστικών και Τραπεζικών Εταιρειών παρέμειναν σταθεραί καθ' όλην την διάρκειαν της εβδομάδος. ΚΡΑΤΙΚΑ ΔΑΝΕΙΑ Εθνικόν Δάνειον 3,5ο/ο 1971/73 8530 — 8780. ΟΜΟΛΟΓΙΑΙ ΚΑΙ ΤΡΑΠΕΖΙΚΑΙ ΑΞΙΑΙ Τράπεζα Κρέδι Φονσιέ 1551 150 — 742 — 1880. Τράπεζα Αιγύπτου 1840 — 1850. ΑΣΦΑΛΙΣΤΙΚΑΙ ΑΞΙΑΙ Μισρ Χίλιου 150 — 1600. ΑΞΙΑΙ ΑΚΙΝΗΤΩΝ Περιοχή Σαουδ 110 — 115. ΒΙΟΜΗΧΑΝΙΚΑΙ ΑΞΙΑΙ Σαμπάτ Πάλμα 250 — 260. Σαλτάρ 350. Ναμπρί 120. ΧΡΗΜΑΤΙΣΤΗΡΙΟΝ ΑΞΙΩΝ Κλείσιμ. 28/7 Κλείσιμ. 29/7 Ασφαλιστικαί 1951 745 741 Εγχώριον Πίστεως 113 114 Μισρ Εξπορτ 680 676 Εθνικόν Δάνειον 3,5ο/ο 1971/73 8530 8780 [328, 1387, 526, 1918]
casino-ad: CASINO CHATBY SA VERANDAH PANORAMIQUE RESTAURANT DE MIDI ET SOIR TEL. 77456 [180, 92, 318, 272]
performers-photo [1173, 950, 1591, 1282]
newspaper-name: ΑΙΓΥΠΤΟΣ [640, 8, 771, 29]
section-heading: ΚΡΙΣΕΙΣ ΚΑΙ ΣΧΟΛΙΑ [740, 50, 1164, 94]
